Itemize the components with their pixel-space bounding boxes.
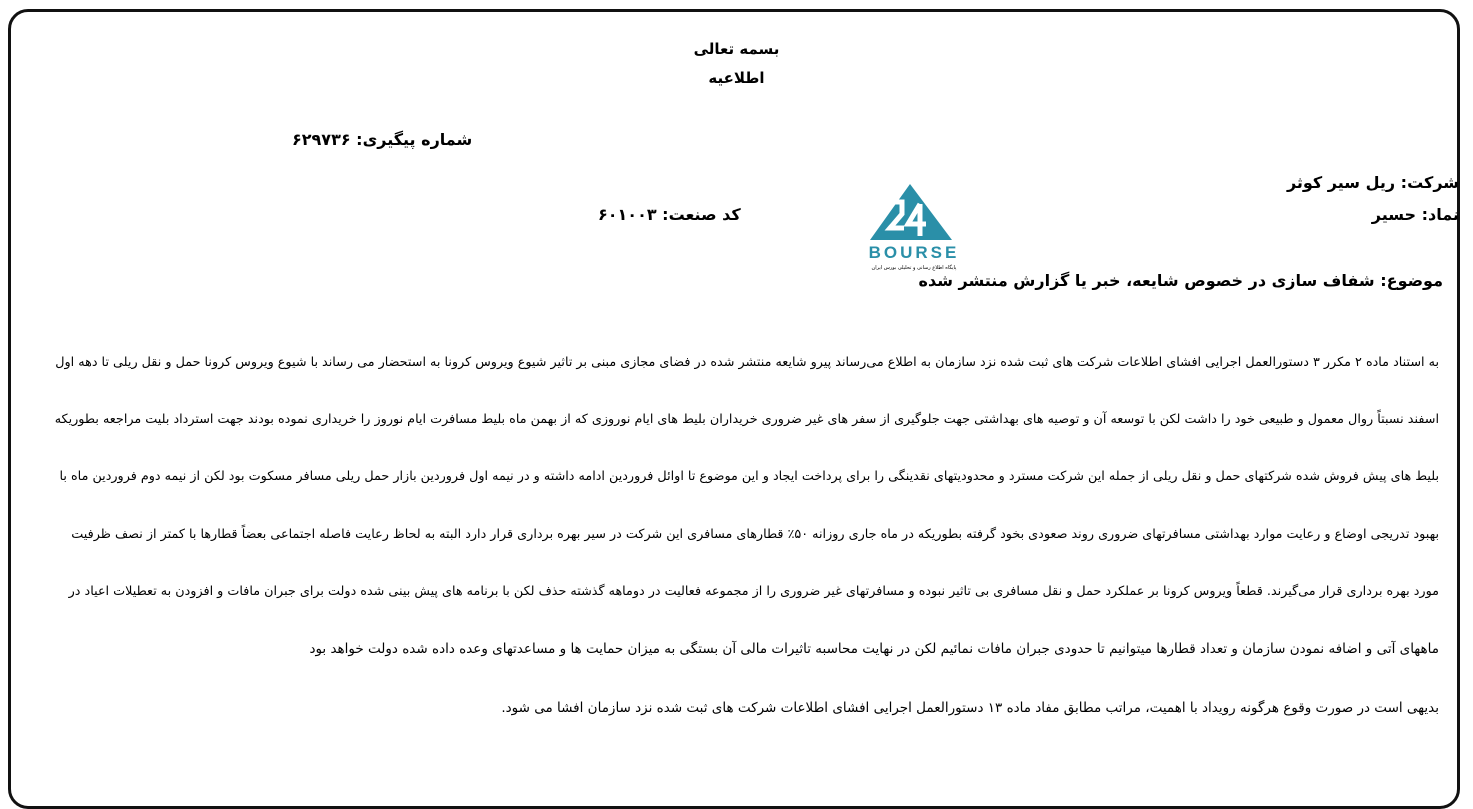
body-line: به استناد ماده ۲ مکرر ۳ دستورالعمل اجرایی افشای اطلاعات شرکت های ثبت شده نزد سازمان به اطلاع می‌رساند پیرو شایعه منتشر شده در فضای مجازی مبنی بر تاثیر شیوع ویروس کرونا به استحضار می رساند با شیوع ویروس کرونا حمل و نقل ریلی تا دهه اول <box>55 355 1439 370</box>
symbol-row <box>1372 205 1459 224</box>
tracking-number <box>292 130 472 149</box>
body-line: ماههای آتی و اضافه نمودن سازمان و تعداد قطارها میتوانیم تا حدودی جبران مافات نمائیم لکن در نهایت محاسبه تاثیرات مالی آن بستگی به میزان حمایت ها و مساعدتهای وعده داده شده دولت خواهد بود <box>309 641 1439 657</box>
subject-label: موضوع: <box>1380 271 1443 290</box>
symbol-value: حسیر <box>1371 205 1417 224</box>
logo-subtitle: پایگاه اطلاع رسانی و تحلیلی بورس ایران <box>871 265 957 271</box>
tracking-value: ۶۲۹۷۳۶ <box>292 130 351 149</box>
body-line: مورد بهره برداری قرار می‌گیرند. قطعاً ویروس کرونا بر عملکرد حمل و نقل مسافری بی تاثیر نبوده و مسافرتهای غیر ضروری را از مجموعه فعالیت در دوماهه گذشته حذف لکن با برنامه های پیش بینی شده دولت برای جبران مافات و افزودن به تعطیلات اعیاد در <box>68 584 1439 599</box>
body-line: اسفند نسبتاً روال معمول و طبیعی خود را داشت لکن با توسعه آن و توصیه های بهداشتی جهت جلوگیری از سفر های غیر ضروری خریداران بلیط های ایام نوروزی که از بهمن ماه بلیط مسافرت ایام نوروز را خریداری نموده بودند جهت استرداد بلیت مراجعه بطوریکه <box>54 412 1439 427</box>
subject-value: شفاف سازی در خصوص شایعه، خبر یا گزارش منتشر شده <box>918 271 1375 290</box>
body-line: بلیط های پیش فروش شده شرکتهای حمل و نقل ریلی از جمله این شرکت مسترد و محدودیتهای نقدینگی را برای پرداخت ایجاد و این موضوع تا اوائل فروردین ادامه داشته و در نیمه اول فروردین بازار حمل ریلی مسافر مسکوت بود لکن از نیمه دوم فروردین ماه با <box>59 469 1439 484</box>
company-row <box>1287 173 1459 192</box>
company-label: شرکت: <box>1400 173 1459 192</box>
industry-code-value: ۶۰۱۰۰۳ <box>598 205 657 224</box>
document-title: اطلاعیه <box>708 69 765 87</box>
logo-text: BOURSE <box>868 243 960 262</box>
document-frame <box>8 9 1460 809</box>
company-value: ریل سیر کوثر <box>1286 173 1396 192</box>
body-line: بهبود تدریجی اوضاع و رعایت موارد بهداشتی مسافرتهای ضروری روند صعودی بخود گرفته بطوریکه در ماه جاری روزانه ۵۰٪ قطارهای مسافری این شرکت در سیر بهره برداری قرار دارد البته به لحاظ رعایت فاصله اجتماعی بعضاً قطارها با کمتر از نصف ظرفیت <box>71 527 1439 542</box>
symbol-label: نماد: <box>1421 205 1459 224</box>
bourse-logo <box>858 180 970 272</box>
industry-code-row <box>598 205 741 224</box>
invocation-text: بسمه تعالی <box>693 40 780 58</box>
industry-code-label: کد صنعت: <box>662 205 741 224</box>
bourse-logo-icon <box>858 180 970 272</box>
subject-row <box>919 271 1443 290</box>
body-line: بدیهی است در صورت وقوع هرگونه رویداد با اهمیت، مراتب مطابق مفاد ماده ۱۳ دستورالعمل اجرایی افشای اطلاعات شرکت های ثبت شده نزد سازمان افشا می شود. <box>501 700 1439 716</box>
tracking-label: شماره پیگیری: <box>356 130 473 149</box>
